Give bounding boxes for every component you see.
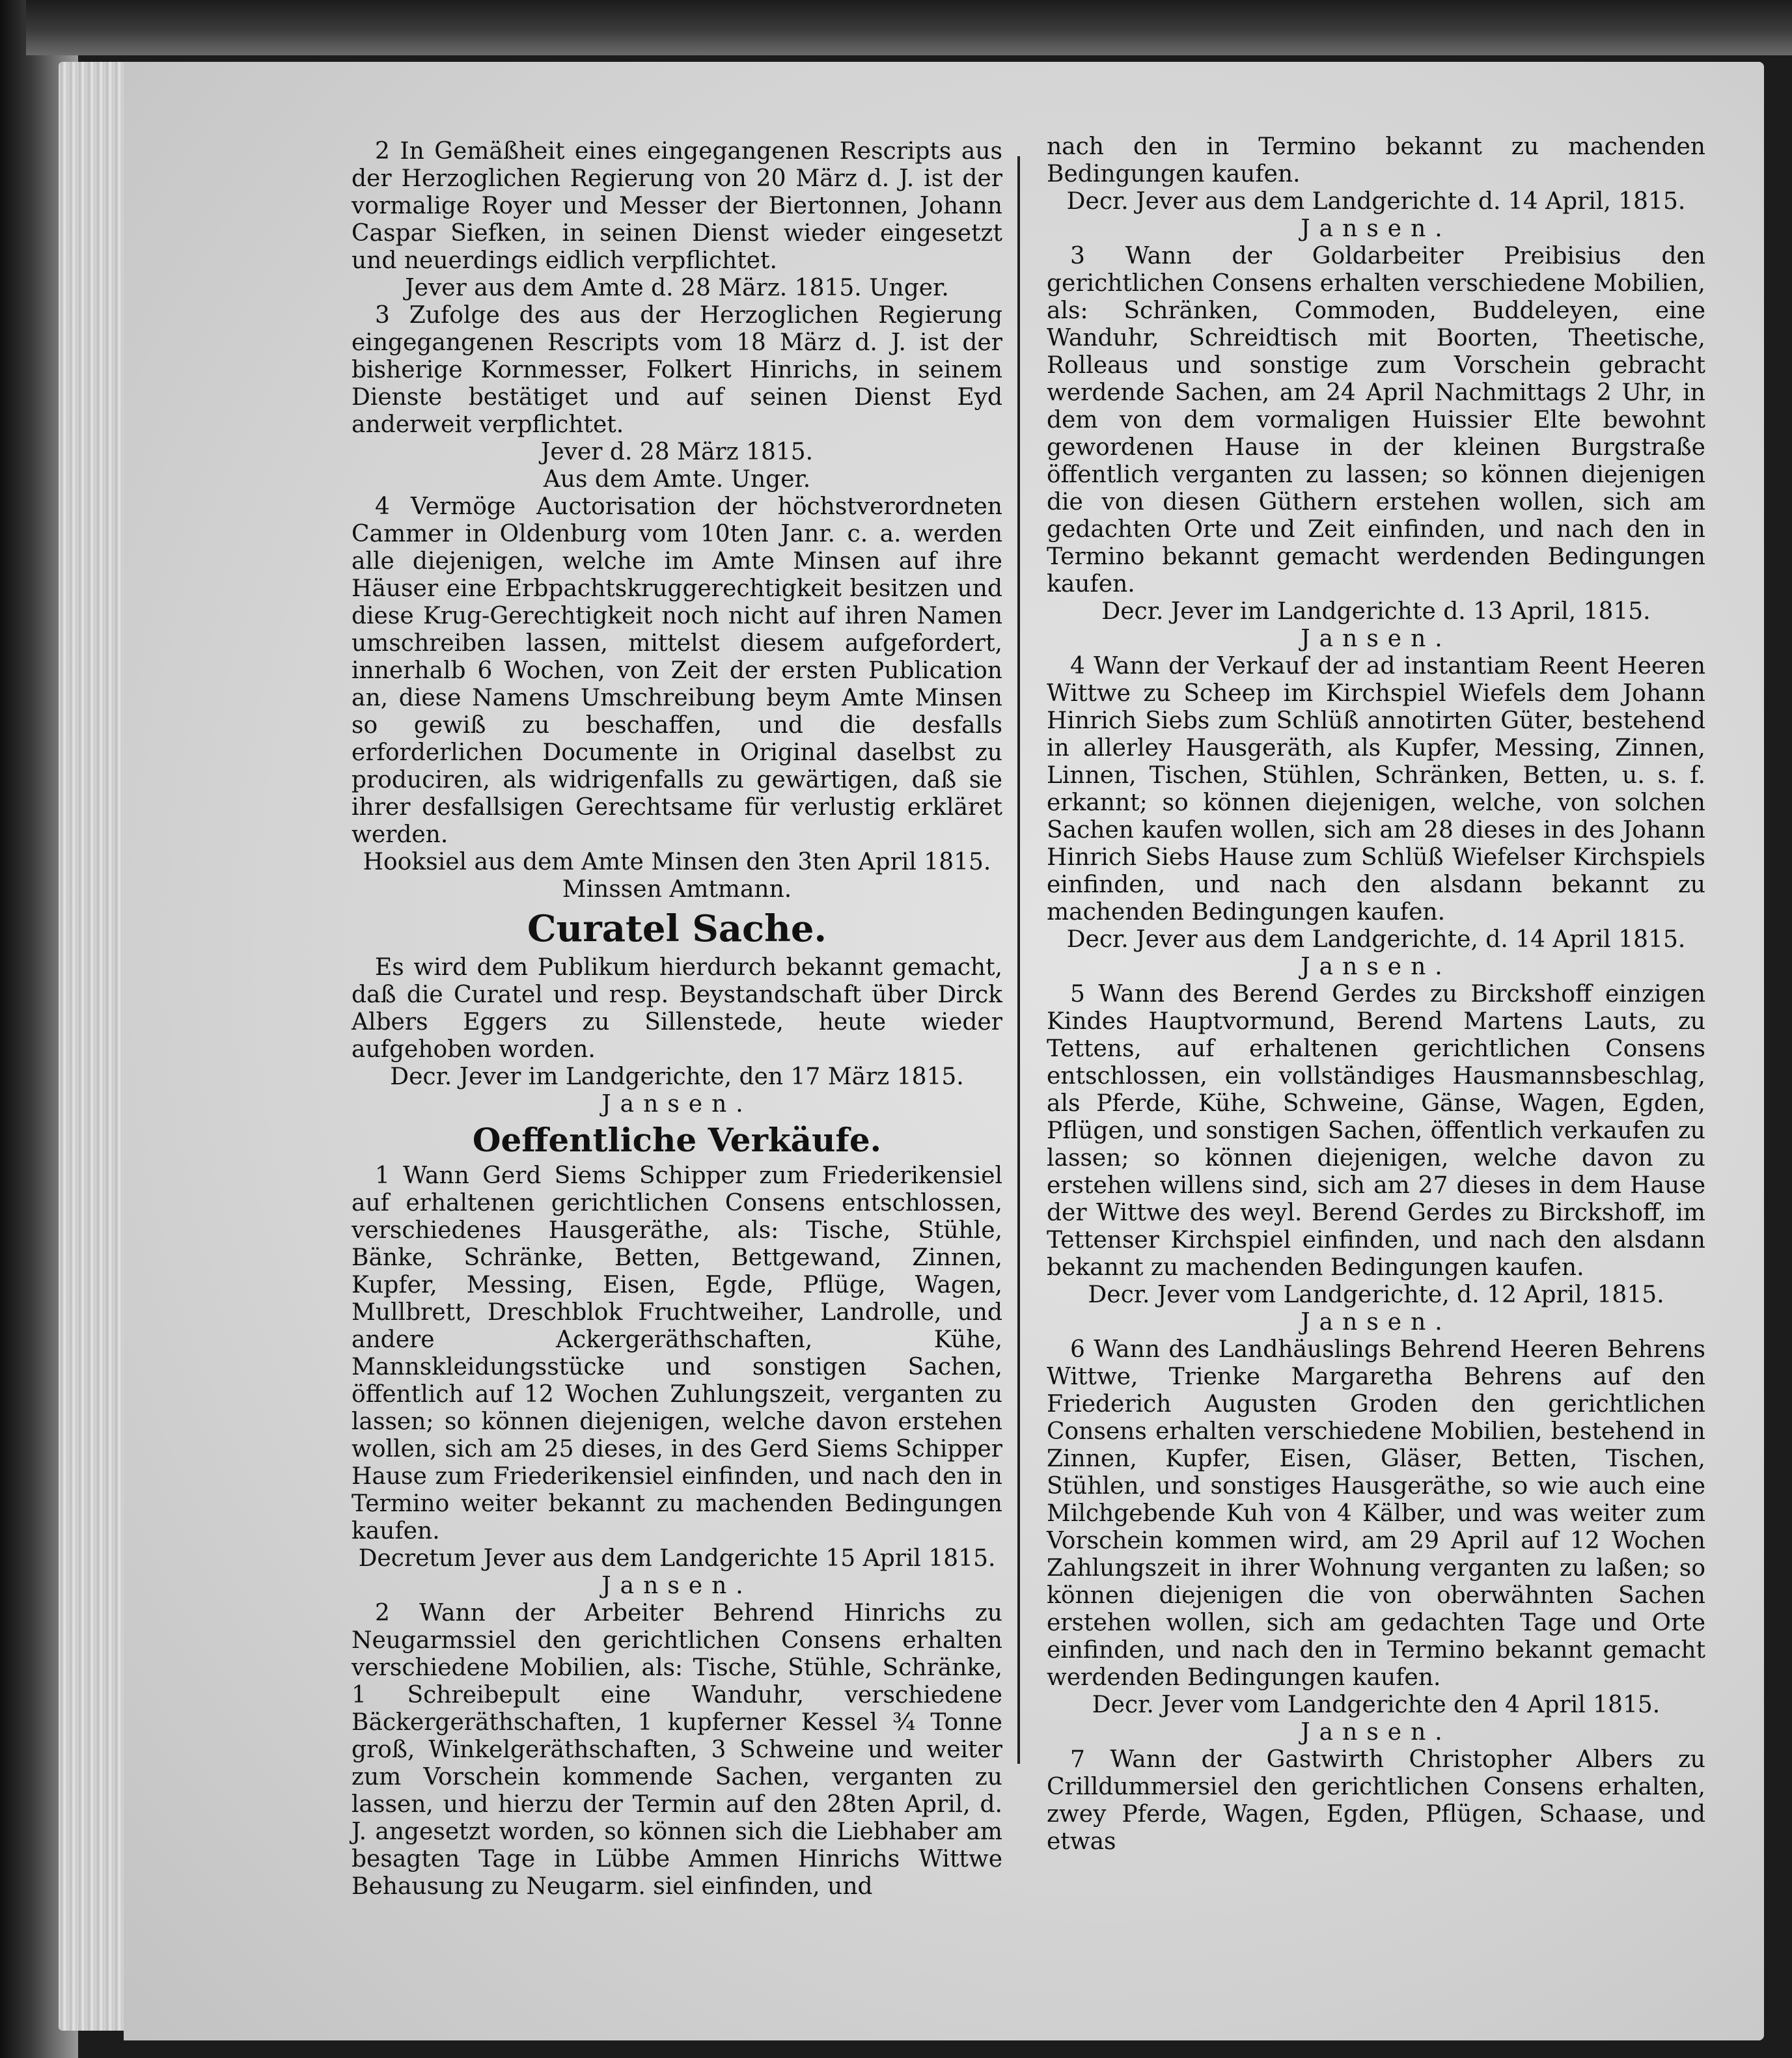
sale-5-signature-name: Jansen. <box>1301 1309 1452 1336</box>
notice-2: 2 In Gemäßheit eines eingegangenen Rescripts aus der Herzoglichen Regierung von 20 März d. J. ist der vormalige Royer und Messer der Biertonnen, Johann Caspar Siefken, in seinen Dienst wieder eingesetzt und neuerdings eidlich verpflichtet. <box>352 138 1002 274</box>
sale-3-signature-date: Decr. Jever im Landgerichte d. 13 April, 1815. <box>1101 598 1651 625</box>
sale-notice-2: 2 Wann der Arbeiter Behrend Hinrichs zu Neugarmssiel den gerichtlichen Consens erhalten verschiedene Mobilien, als: Tische, Stühle, Schränke, 1 Schreibepult eine Wanduhr, verschiedene Bäckergeräthschaften, 1 kupferner Kessel ¾ Tonne groß, Winkelgeräthschaften, 3 Schweine und weiter zum Vorschein kommende Sachen, verganten zu lassen, und hierzu der Termin auf den 28ten April, d. J. angesetzt worden, so können sich die Liebhaber am besagten Tage in Lübbe Ammen Hinrichs Wittwe Behausung zu Neugarm. siel einfinden, und <box>352 1600 1002 1900</box>
sale-notice-5: 5 Wann des Berend Gerdes zu Birckshoff einzigen Kindes Hauptvormund, Berend Martens Lauts, zu Tettens, auf erhaltenen gerichtlichen Consens entschlossen, ein vollständiges Hausmannsbeschlag, als Pferde, Kühe, Schweine, Gänse, Wagen, Egden, Pflügen, und sonstigen Sachen, öffentlich verkaufen zu lassen; so können diejenigen, welche davon zu erstehen willens sind, sich am 27 dieses in dem Hause der Wittwe des weyl. Berend Gerdes zu Birckshoff, im Tettenser Kirchspiel einfinden, und nach den alsdann bekannt zu machenden Bedingungen kaufen. <box>1047 981 1705 1281</box>
sale-2-signature-date: Decr. Jever aus dem Landgerichte d. 14 April, 1815. <box>1066 188 1686 215</box>
notice-2-signature: Jever aus dem Amte d. 28 März. 1815. Unger. <box>405 275 949 301</box>
notice-4-signature-name: Minssen Amtmann. <box>562 876 792 903</box>
notice-3-signature-office: Aus dem Amte. Unger. <box>543 466 811 493</box>
section-heading-verkaeufe: Oeffentliche Verkäufe. <box>472 1121 882 1159</box>
sale-notice-4: 4 Wann der Verkauf der ad instantiam Reent Heeren Wittwe zu Scheep im Kirchspiel Wiefels dem Johann Hinrich Siebs zum Schlüß annotirten Güter, bestehend in allerley Hausgeräth, als Kupfer, Messing, Zinnen, Linnen, Tischen, Stühlen, Schränken, Betten, u. s. f. erkannt; so können diejenigen, welche, von solchen Sachen kaufen wollen, sich am 28 dieses in des Johann Hinrich Siebs Hause zum Schlüß Wiefelser Kirchspiels einfinden, und nach den alsdann bekannt zu machenden Bedingungen kaufen. <box>1047 653 1705 926</box>
section-heading-curatel: Curatel Sache. <box>527 907 827 950</box>
sale-3-signature-name: Jansen. <box>1301 625 1452 652</box>
sale-notice-1: 1 Wann Gerd Siems Schipper zum Friederikensiel auf erhaltenen gerichtlichen Consens entschlossen, verschiedenes Hausgeräthe, als: Tische, Stühle, Bänke, Schränke, Betten, Bettgewand, Zinnen, Kupfer, Messing, Eisen, Egde, Pflüge, Wagen, Mullbrett, Dreschblok Fruchtweiher, Landrolle, und andere Ackergeräthschaften, Kühe, Mannskleidungsstücke und sonstigen Sachen, öffentlich auf 12 Wochen Zuhlungszeit, verganten zu lassen; so können diejenigen, welche davon erstehen wollen, sich am 25 dieses, in des Gerd Siems Schipper Hause zum Friederikensiel einfinden, und nach den in Termino weiter bekannt zu machenden Bedingungen kaufen. <box>352 1162 1002 1544</box>
notice-4: 4 Vermöge Auctorisation der höchstverordneten Cammer in Oldenburg vom 10ten Janr. c. a. werden alle diejenigen, welche im Amte Minsen auf ihre Häuser eine Erbpachtskruggerechtigkeit besitzen und diese Krug-Gerechtigkeit noch nicht auf ihren Namen umschreiben lassen, mittelst diesem aufgefordert, innerhalb 6 Wochen, von Zeit der ersten Publication an, diese Namens Umschreibung beym Amte Minsen so gewiß zu beschaffen, und die desfalls erforderlichen Documente in Original daselbst zu produciren, als widrigenfalls zu gewärtigen, daß sie ihrer desfallsigen Gerechtsame für verlustig erkläret werden. <box>352 493 1002 848</box>
page-stack-edges <box>59 62 127 2031</box>
curatel-signature-name: Jansen. <box>601 1091 752 1118</box>
notice-3: 3 Zufolge des aus der Herzoglichen Regierung eingegangenen Rescripts vom 18 März d. J. ist der bisherige Kornmesser, Folkert Hinrichs, in seinem Dienste bestätiget und auf seinen Dienst Eyd anderweit verpflichtet. <box>352 302 1002 438</box>
sale-6-signature-date: Decr. Jever vom Landgerichte den 4 April 1815. <box>1092 1692 1661 1718</box>
sale-4-signature-date: Decr. Jever aus dem Landgerichte, d. 14 April 1815. <box>1066 926 1686 953</box>
curatel-signature-date: Decr. Jever im Landgerichte, den 17 März 1815. <box>390 1063 964 1090</box>
book-cover-edge <box>26 0 1792 55</box>
sale-notice-7: 7 Wann der Gastwirth Christopher Albers zu Crilldummersiel den gerichtlichen Consens erhalten, zwey Pferde, Wagen, Egden, Pflügen, Schaase, und etwas <box>1047 1746 1705 1855</box>
sale-5-signature-date: Decr. Jever vom Landgerichte, d. 12 April, 1815. <box>1088 1282 1664 1308</box>
sale-notice-3: 3 Wann der Goldarbeiter Preibisius den gerichtlichen Consens erhalten verschiedene Mobilien, als: Schränken, Commoden, Buddeleyen, eine Wanduhr, Schreidtisch mit Boorten, Theetische, Rolleaus und sonstige zum Vorschein gebracht werdende Sachen, am 24 April Nachmittags 2 Uhr, in dem von dem vormaligen Huissier Elte bewohnt gewordenen Hause in der kleinen Burgstraße öffentlich verganten zu lassen; so können diejenigen die von diesen Güthern erstehen wollen, sich am gedachten Orte und Zeit einfinden, und nach den in Termino bekannt gemacht werdenden Bedingungen kaufen. <box>1047 243 1705 597</box>
sale-2-signature-name: Jansen. <box>1301 215 1452 242</box>
notice-4-signature-date: Hooksiel aus dem Amte Minsen den 3ten April 1815. <box>363 849 991 875</box>
curatel-notice: Es wird dem Publikum hierdurch bekannt gemacht, daß die Curatel und resp. Beystandschaft über Dirck Albers Eggers zu Sillenstede, heute wieder aufgehoben worden. <box>352 954 1002 1063</box>
left-column <box>352 138 1002 1900</box>
sale-2-continuation: nach den in Termino bekannt zu machenden Bedingungen kaufen. <box>1047 133 1705 187</box>
sale-6-signature-name: Jansen. <box>1301 1719 1452 1746</box>
notice-3-signature-date: Jever d. 28 März 1815. <box>540 439 814 465</box>
sale-1-signature-name: Jansen. <box>601 1572 752 1599</box>
right-column <box>1047 133 1705 1856</box>
sale-1-signature-date: Decretum Jever aus dem Landgerichte 15 April 1815. <box>358 1545 996 1572</box>
sale-notice-6: 6 Wann des Landhäuslings Behrend Heeren Behrens Wittwe, Trienke Margaretha Behrens auf den Friederich Augusten Groden den gerichtlichen Consens erhalten verschiedene Mobilien, bestehend in Zinnen, Kupfer, Eisen, Gläser, Betten, Tischen, Stühlen, und sonstiges Hausgeräthe, so wie auch eine Milchgebende Kuh von 4 Kälber, und was weiter zum Vorschein kommen wird, am 29 April auf 12 Wochen Zahlungszeit in ihrer Wohnung verganten zu laßen; so können diejenigen die von oberwähnten Sachen erstehen wollen, sich am gedachten Tage und Orte einfinden, und nach den in Termino bekannt gemacht werdenden Bedingungen kaufen. <box>1047 1336 1705 1691</box>
column-divider <box>1017 156 1020 1764</box>
sale-4-signature-name: Jansen. <box>1301 954 1452 980</box>
